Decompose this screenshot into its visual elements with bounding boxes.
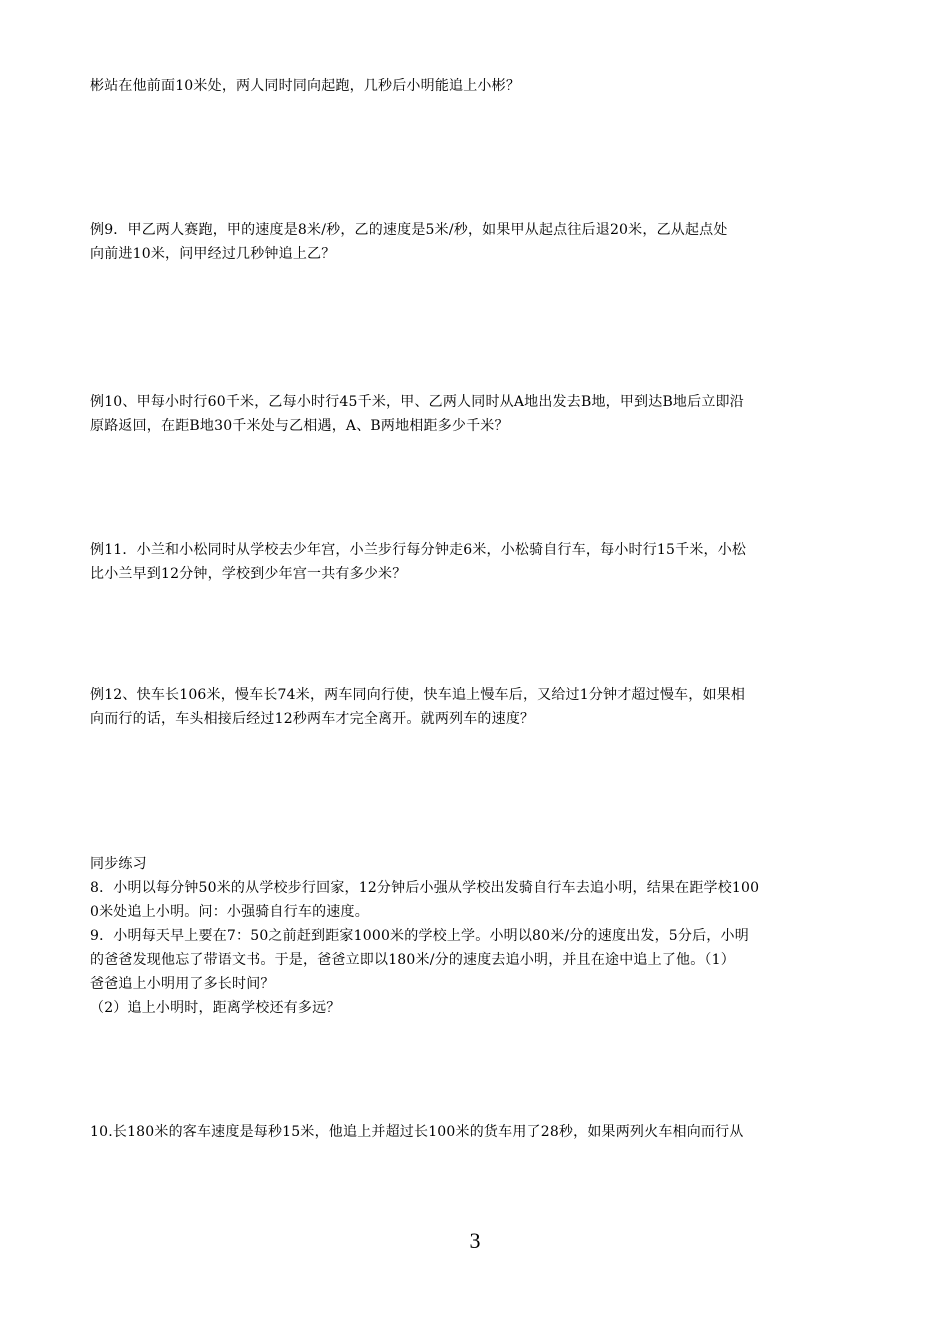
example-9-line-1: 例9．甲乙两人赛跑，甲的速度是8米/秒，乙的速度是5米/秒，如果甲从起点往后退20米，乙从起点处 <box>90 222 728 238</box>
example-11-line-1: 例11．小兰和小松同时从学校去少年宫，小兰步行每分钟走6米，小松骑自行车，每小时行15千米，小松 <box>90 542 747 558</box>
exercise-9-line-4: （2）追上小明时，距离学校还有多远？ <box>90 1000 341 1016</box>
exercise-8-line-1: 8．小明以每分钟50米的从学校步行回家，12分钟后小强从学校出发骑自行车去追小明，结果在距学校100 <box>90 880 760 896</box>
exercise-10-line-1: 10.长180米的客车速度是每秒15米，他追上并超过长100米的货车用了28秒，如果两列火车相向而行从 <box>90 1124 744 1140</box>
exercise-9-line-3: 爸爸追上小明用了多长时间？ <box>90 976 275 992</box>
example-12-line-1: 例12、快车长106米，慢车长74米，两车同向行使，快车追上慢车后，又给过1分钟才超过慢车，如果相 <box>90 687 746 703</box>
page-number: 3 <box>469 1228 481 1253</box>
exercise-8-line-2: 0米处追上小明。问：小强骑自行车的速度。 <box>90 904 369 920</box>
example-12-line-2: 向而行的话，车头相接后经过12秒两车才完全离开。就两列车的速度？ <box>90 711 535 727</box>
exercise-9-line-1: 9．小明每天早上要在7：50之前赶到距家1000米的学校上学。小明以80米/分的速度出发，5分后，小明 <box>90 928 749 944</box>
example-11-line-2: 比小兰早到12分钟，学校到少年宫一共有多少米？ <box>90 566 407 582</box>
example-9-line-2: 向前进10米，问甲经过几秒钟追上乙？ <box>90 246 336 262</box>
problem-8-continuation: 彬站在他前面10米处，两人同时同向起跑，几秒后小明能追上小彬？ <box>90 78 521 94</box>
exercise-9-line-2: 的爸爸发现他忘了带语文书。于是，爸爸立即以180米/分的速度去追小明，并且在途中追上了他。（1） <box>90 952 735 968</box>
section-heading-practice: 同步练习 <box>90 856 147 872</box>
example-10-line-1: 例10、甲每小时行60千米，乙每小时行45千米，甲、乙两人同时从A地出发去B地，甲到达B地后立即沿 <box>90 394 744 410</box>
example-10-line-2: 原路返回，在距B地30千米处与乙相遇，A、B两地相距多少千米？ <box>90 418 509 434</box>
